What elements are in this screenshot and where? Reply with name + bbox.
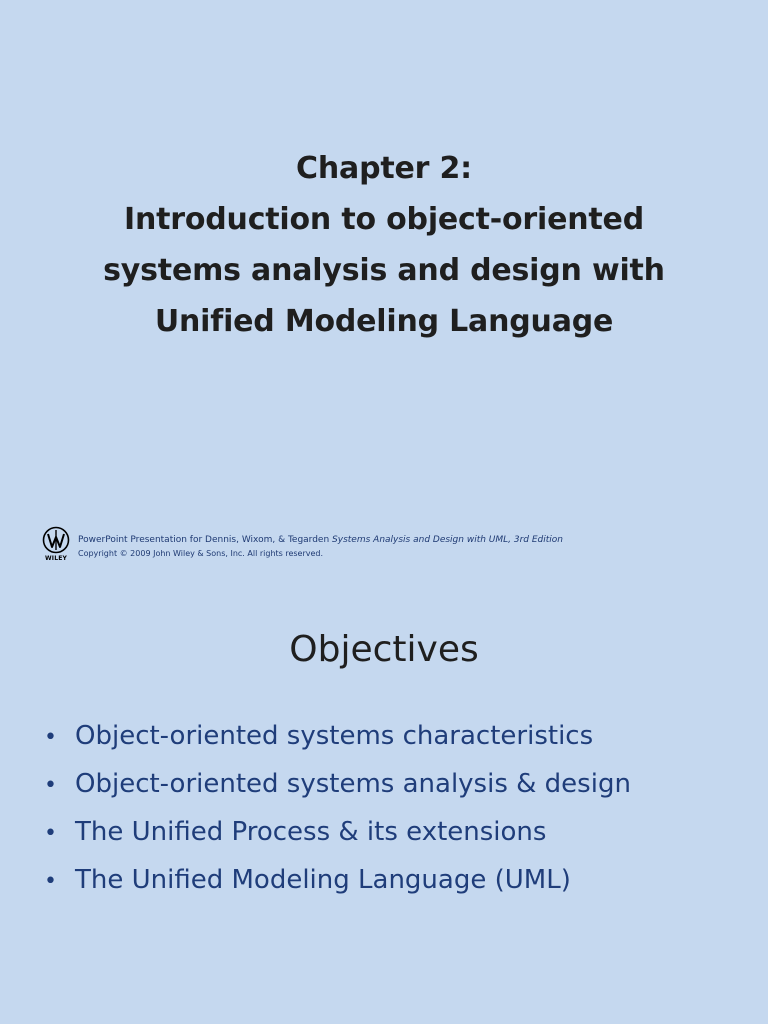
wiley-logo bbox=[40, 526, 72, 566]
list-item bbox=[44, 713, 631, 761]
copyright-text: Copyright © 2009 John Wiley & Sons, Inc. All rights reserved. bbox=[78, 549, 324, 558]
objectives-list bbox=[44, 713, 631, 905]
book-title: Systems Analysis and Design with UML, 3rd Edition bbox=[332, 535, 564, 545]
slide-title bbox=[40, 143, 728, 347]
bullet-text: The Unified Process & its extensions bbox=[75, 817, 547, 847]
slide-footer bbox=[40, 526, 563, 566]
bullet-icon: • bbox=[44, 725, 57, 750]
title-line: Chapter 2: bbox=[296, 151, 472, 186]
list-item bbox=[44, 857, 631, 905]
bullet-text: Object-oriented systems analysis & design bbox=[75, 769, 631, 799]
title-line: Unified Modeling Language bbox=[154, 304, 614, 339]
footer-text bbox=[78, 533, 563, 561]
wiley-emblem-icon bbox=[42, 526, 70, 554]
wiley-logo-label: WILEY bbox=[44, 555, 68, 562]
footer-presentation-line bbox=[78, 533, 563, 547]
objectives-slide bbox=[0, 576, 768, 1024]
presenter-text: PowerPoint Presentation for Dennis, Wixom, & Tegarden bbox=[78, 535, 333, 545]
bullet-text: Object-oriented systems characteristics bbox=[75, 721, 594, 751]
bullet-text: The Unified Modeling Language (UML) bbox=[75, 865, 571, 895]
title-line: systems analysis and design with bbox=[103, 253, 665, 288]
objectives-title: Objectives bbox=[289, 629, 479, 670]
title-line: Introduction to object-oriented bbox=[124, 202, 644, 237]
bullet-icon: • bbox=[44, 773, 57, 798]
list-item bbox=[44, 809, 631, 857]
list-item bbox=[44, 761, 631, 809]
bullet-icon: • bbox=[44, 869, 57, 894]
bullet-icon: • bbox=[44, 821, 57, 846]
